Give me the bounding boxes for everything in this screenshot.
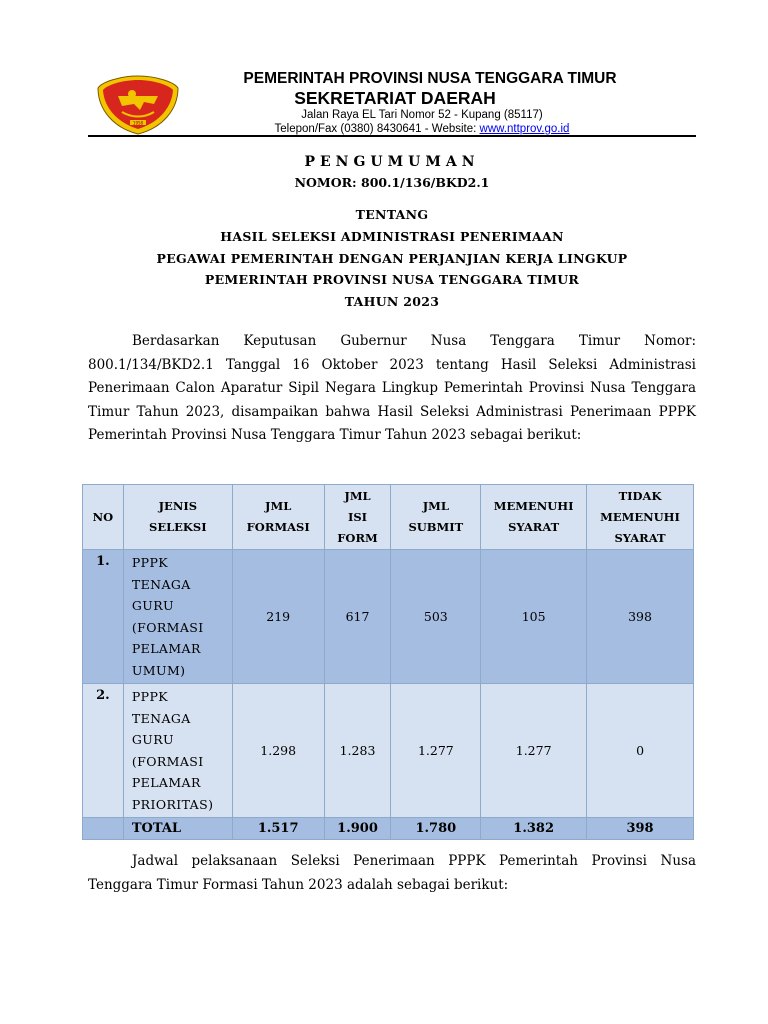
subject-line-3: PEGAWAI PEMERINTAH DENGAN PERJANJIAN KERJA LINGKUP xyxy=(156,251,628,266)
column-header-tidak-memenuhi-syarat: TIDAK MEMENUHI SYARAT xyxy=(587,485,694,550)
row-memenuhi-syarat: 105 xyxy=(481,550,587,684)
row-number: 1. xyxy=(83,550,124,684)
table-header-row xyxy=(83,485,694,550)
table-row xyxy=(83,550,694,684)
row-number: 2. xyxy=(83,684,124,818)
column-header-memenuhi-syarat: MEMENUHI SYARAT xyxy=(481,485,587,550)
letterhead-address: Jalan Raya EL Tari Nomor 52 - Kupang (85117) xyxy=(301,109,543,121)
column-header-jml-formasi: JML FORMASI xyxy=(232,485,324,550)
total-jml-formasi: 1.517 xyxy=(232,818,324,840)
announcement-title: PENGUMUMAN xyxy=(304,154,480,170)
column-header-jenis-seleksi: JENIS SELEKSI xyxy=(123,485,232,550)
letterhead-divider xyxy=(88,135,696,137)
total-label: TOTAL xyxy=(123,818,232,840)
letterhead-government-name: PEMERINTAH PROVINSI NUSA TENGGARA TIMUR xyxy=(243,70,617,87)
subject-line-1: TENTANG xyxy=(355,207,429,222)
row-tidak-memenuhi-syarat: 0 xyxy=(587,684,694,818)
row-jml-isi-form: 1.283 xyxy=(324,684,391,818)
letterhead-contact xyxy=(164,122,680,136)
subject-line-5: TAHUN 2023 xyxy=(344,294,440,309)
announcement-number: NOMOR: 800.1/136/BKD2.1 xyxy=(294,175,490,190)
total-jml-submit: 1.780 xyxy=(391,818,481,840)
table-total-row xyxy=(83,818,694,840)
website-link[interactable]: www.nttprov.go.id xyxy=(479,123,570,135)
total-tidak-memenuhi-syarat: 398 xyxy=(587,818,694,840)
column-header-jml-isi-form: JML ISI FORM xyxy=(324,485,391,550)
row-jenis-seleksi: PPPK TENAGA GURU (FORMASI PELAMAR PRIORITAS) xyxy=(123,684,232,818)
row-jml-formasi: 1.298 xyxy=(232,684,324,818)
subject-line-4: PEMERINTAH PROVINSI NUSA TENGGARA TIMUR xyxy=(204,272,580,287)
row-tidak-memenuhi-syarat: 398 xyxy=(587,550,694,684)
letterhead-office-name: SEKRETARIAT DAERAH xyxy=(294,88,496,108)
total-jml-isi-form: 1.900 xyxy=(324,818,391,840)
row-jml-formasi: 219 xyxy=(232,550,324,684)
row-jenis-seleksi: PPPK TENAGA GURU (FORMASI PELAMAR UMUM) xyxy=(123,550,232,684)
row-memenuhi-syarat: 1.277 xyxy=(481,684,587,818)
row-jml-isi-form: 617 xyxy=(324,550,391,684)
column-header-no: NO xyxy=(83,485,124,550)
selection-results-table xyxy=(82,484,694,840)
total-empty-cell xyxy=(83,818,124,840)
total-memenuhi-syarat: 1.382 xyxy=(481,818,587,840)
svg-text:1958: 1958 xyxy=(132,120,144,126)
intro-paragraph: Berdasarkan Keputusan Gubernur Nusa Tenggara Timur Nomor: 800.1/134/BKD2.1 Tanggal 16 Oktober 2023 tentang Hasil Seleksi Administrasi Penerimaan Calon Aparatur Sipil Negara Lingkup Pemerintah Provinsi Nusa Tenggara Timur Tahun 2023, disampaikan bahwa Hasil Seleksi Administrasi Penerimaan PPPK Pemerintah Provinsi Nusa Tenggara Timur Tahun 2023 sebagai berikut: xyxy=(88,333,696,443)
letterhead-phone: Telepon/Fax (0380) 8430641 - Website: xyxy=(274,123,480,135)
subject-line-2: HASIL SELEKSI ADMINISTRASI PENERIMAAN xyxy=(220,229,564,244)
column-header-jml-submit: JML SUBMIT xyxy=(391,485,481,550)
table-row xyxy=(83,684,694,818)
letterhead xyxy=(180,70,680,136)
row-jml-submit: 503 xyxy=(391,550,481,684)
row-jml-submit: 1.277 xyxy=(391,684,481,818)
schedule-paragraph: Jadwal pelaksanaan Seleksi Penerimaan PPPK Pemerintah Provinsi Nusa Tenggara Timur Formasi Tahun 2023 adalah sebagai berikut: xyxy=(88,853,696,893)
